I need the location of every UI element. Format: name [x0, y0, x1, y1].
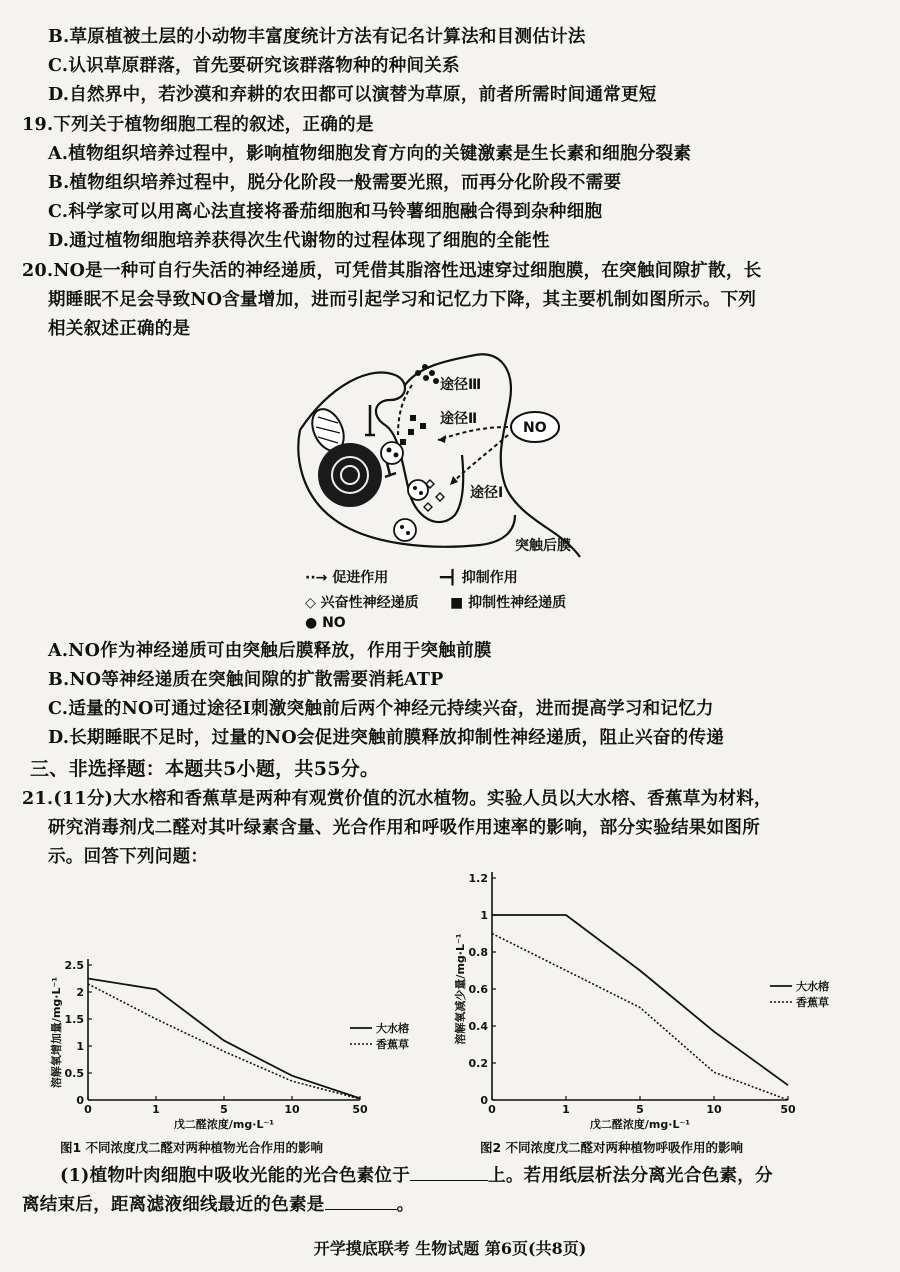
figure-1-caption: 图1 不同浓度戊二醛对两种植物光合作用的影响 — [60, 1140, 324, 1155]
q20-stem-line1: 20.NO是一种可自行失活的神经递质，可凭借其脂溶性迅速穿过细胞膜，在突触间隙扩散，长 — [22, 261, 762, 281]
x-tick-label: 50 — [352, 1103, 368, 1116]
pathway-3-label: 途径Ⅲ — [440, 377, 482, 393]
q20-option-b: B.NO等神经递质在突触间隙的扩散需要消耗ATP — [48, 670, 444, 690]
q19-stem: 19.下列关于植物细胞工程的叙述，正确的是 — [22, 115, 374, 135]
y-tick-label: 1.2 — [468, 872, 488, 885]
x-tick-label: 10 — [706, 1103, 722, 1116]
q18-option-c: C.认识草原群落，首先要研究该群落物种的种间关系 — [48, 56, 460, 76]
diamond-icon: ◇ — [305, 595, 316, 611]
answer-blank-1[interactable] — [410, 1162, 488, 1181]
page-footer: 开学摸底联考 生物试题 第6页(共8页) — [313, 1239, 587, 1258]
q18-option-b: B.草原植被土层的小动物丰富度统计方法有记名计算法和目测估计法 — [48, 27, 586, 47]
section-3-heading: 三、非选择题：本题共5小题，共55分。 — [30, 758, 380, 780]
q19-option-d: D.通过植物细胞培养获得次生代谢物的过程体现了细胞的全能性 — [48, 231, 550, 251]
series-line-dashuirong — [88, 979, 360, 1099]
postsynaptic-membrane — [475, 354, 580, 557]
x-axis-label: 戊二醛浓度/mg·L⁻¹ — [173, 1118, 275, 1131]
legend-no: ● NO — [305, 615, 346, 631]
square-icon: ■ — [450, 595, 464, 611]
figure-2-caption: 图2 不同浓度戊二醛对两种植物呼吸作用的影响 — [480, 1140, 744, 1155]
no-oval-label: NO — [523, 420, 547, 436]
x-tick-label: 0 — [488, 1103, 496, 1116]
nucleus — [318, 443, 382, 507]
chart-photosynthesis — [40, 950, 430, 1135]
dot-icon: ● — [305, 615, 318, 631]
x-tick-label: 50 — [780, 1103, 796, 1116]
y-tick-label: 1.5 — [64, 1013, 84, 1026]
q21-stem-line3: 示。回答下列问题： — [48, 847, 209, 867]
q21-stem-line2: 研究消毒剂戊二醛对其叶绿素含量、光合作用和呼吸作用速率的影响，部分实验结果如图所 — [48, 818, 760, 838]
legend-excitatory: ◇ 兴奋性神经递质 — [305, 595, 419, 611]
q21-sub1-line1: (1)植物叶肉细胞中吸收光能的光合色素位于 上。若用纸层析法分离光合色素，分 — [60, 1162, 773, 1189]
q19-option-c: C.科学家可以用离心法直接将番茄细胞和马铃薯细胞融合得到杂种细胞 — [48, 202, 603, 222]
pathway-1-label: 途径Ⅰ — [470, 485, 504, 501]
y-tick-label: 0.4 — [468, 1020, 488, 1033]
x-axis-label: 戊二醛浓度/mg·L⁻¹ — [589, 1118, 691, 1131]
x-tick-label: 1 — [152, 1103, 160, 1116]
x-tick-label: 5 — [220, 1103, 228, 1116]
legend-promote: ··→ 促进作用 — [305, 570, 389, 586]
legend-inhibitory: ■ 抑制性神经递质 — [450, 595, 567, 611]
legend-label: 香蕉草 — [796, 996, 829, 1009]
y-tick-label: 2 — [76, 986, 84, 999]
q18-option-d: D.自然界中，若沙漠和弃耕的农田都可以演替为草原，前者所需时间通常更短 — [48, 85, 657, 105]
y-tick-label: 1 — [76, 1040, 84, 1053]
synapse-diagram — [290, 345, 610, 560]
x-tick-label: 0 — [84, 1103, 92, 1116]
x-tick-label: 5 — [636, 1103, 644, 1116]
y-tick-label: 0.6 — [468, 983, 488, 996]
q20-stem-line3: 相关叙述正确的是 — [48, 319, 191, 339]
y-tick-label: 0.5 — [64, 1067, 84, 1080]
legend-inhibit: ━┫ 抑制作用 — [440, 570, 518, 586]
inhibit-bar-icon: ━┫ — [440, 570, 457, 586]
chart-respiration — [440, 868, 860, 1135]
q19-option-a: A.植物组织培养过程中，影响植物细胞发育方向的关键激素是生长素和细胞分裂素 — [48, 144, 692, 164]
q20-option-d: D.长期睡眠不足时，过量的NO会促进突触前膜释放抑制性神经递质，阻止兴奋的传递 — [48, 728, 725, 748]
legend-label: 香蕉草 — [376, 1038, 409, 1051]
series-line-xiangjiaocao — [492, 934, 788, 1101]
y-tick-label: 2.5 — [64, 959, 84, 972]
y-tick-label: 0.2 — [468, 1057, 488, 1070]
q21-stem-line1: 21.(11分)大水榕和香蕉草是两种有观赏价值的沉水植物。实验人员以大水榕、香蕉草为材料， — [22, 789, 772, 809]
y-tick-label: 1 — [480, 909, 488, 922]
pathway-2-label: 途径Ⅱ — [440, 411, 478, 427]
q20-option-c: C.适量的NO可通过途径Ⅰ刺激突触前后两个神经元持续兴奋，进而提高学习和记忆力 — [48, 699, 714, 719]
y-axis-label: 溶解氧减少量/mg·L⁻¹ — [454, 933, 467, 1045]
y-axis-label: 溶解氧增加量/mg·L⁻¹ — [50, 976, 63, 1089]
postsynaptic-label: 突触后膜 — [515, 538, 571, 554]
y-tick-label: 0.8 — [468, 946, 488, 959]
x-tick-label: 10 — [284, 1103, 300, 1116]
q19-option-b: B.植物组织培养过程中，脱分化阶段一般需要光照，而再分化阶段不需要 — [48, 173, 622, 193]
answer-blank-2[interactable] — [325, 1191, 397, 1210]
legend-label: 大水榕 — [796, 980, 829, 993]
y-tick-label: 0 — [480, 1094, 488, 1107]
series-line-dashuirong — [492, 915, 788, 1085]
x-tick-label: 1 — [562, 1103, 570, 1116]
legend-label: 大水榕 — [376, 1022, 409, 1035]
q21-sub1-line2: 离结束后，距离滤液细线最近的色素是 。 — [22, 1191, 414, 1218]
q20-stem-line2: 期睡眠不足会导致NO含量增加，进而引起学习和记忆力下降，其主要机制如图所示。下列 — [48, 290, 757, 310]
y-tick-label: 0 — [76, 1094, 84, 1107]
q20-option-a: A.NO作为神经递质可由突触后膜释放，作用于突触前膜 — [48, 641, 492, 661]
dashed-arrow-icon: ··→ — [305, 570, 328, 586]
